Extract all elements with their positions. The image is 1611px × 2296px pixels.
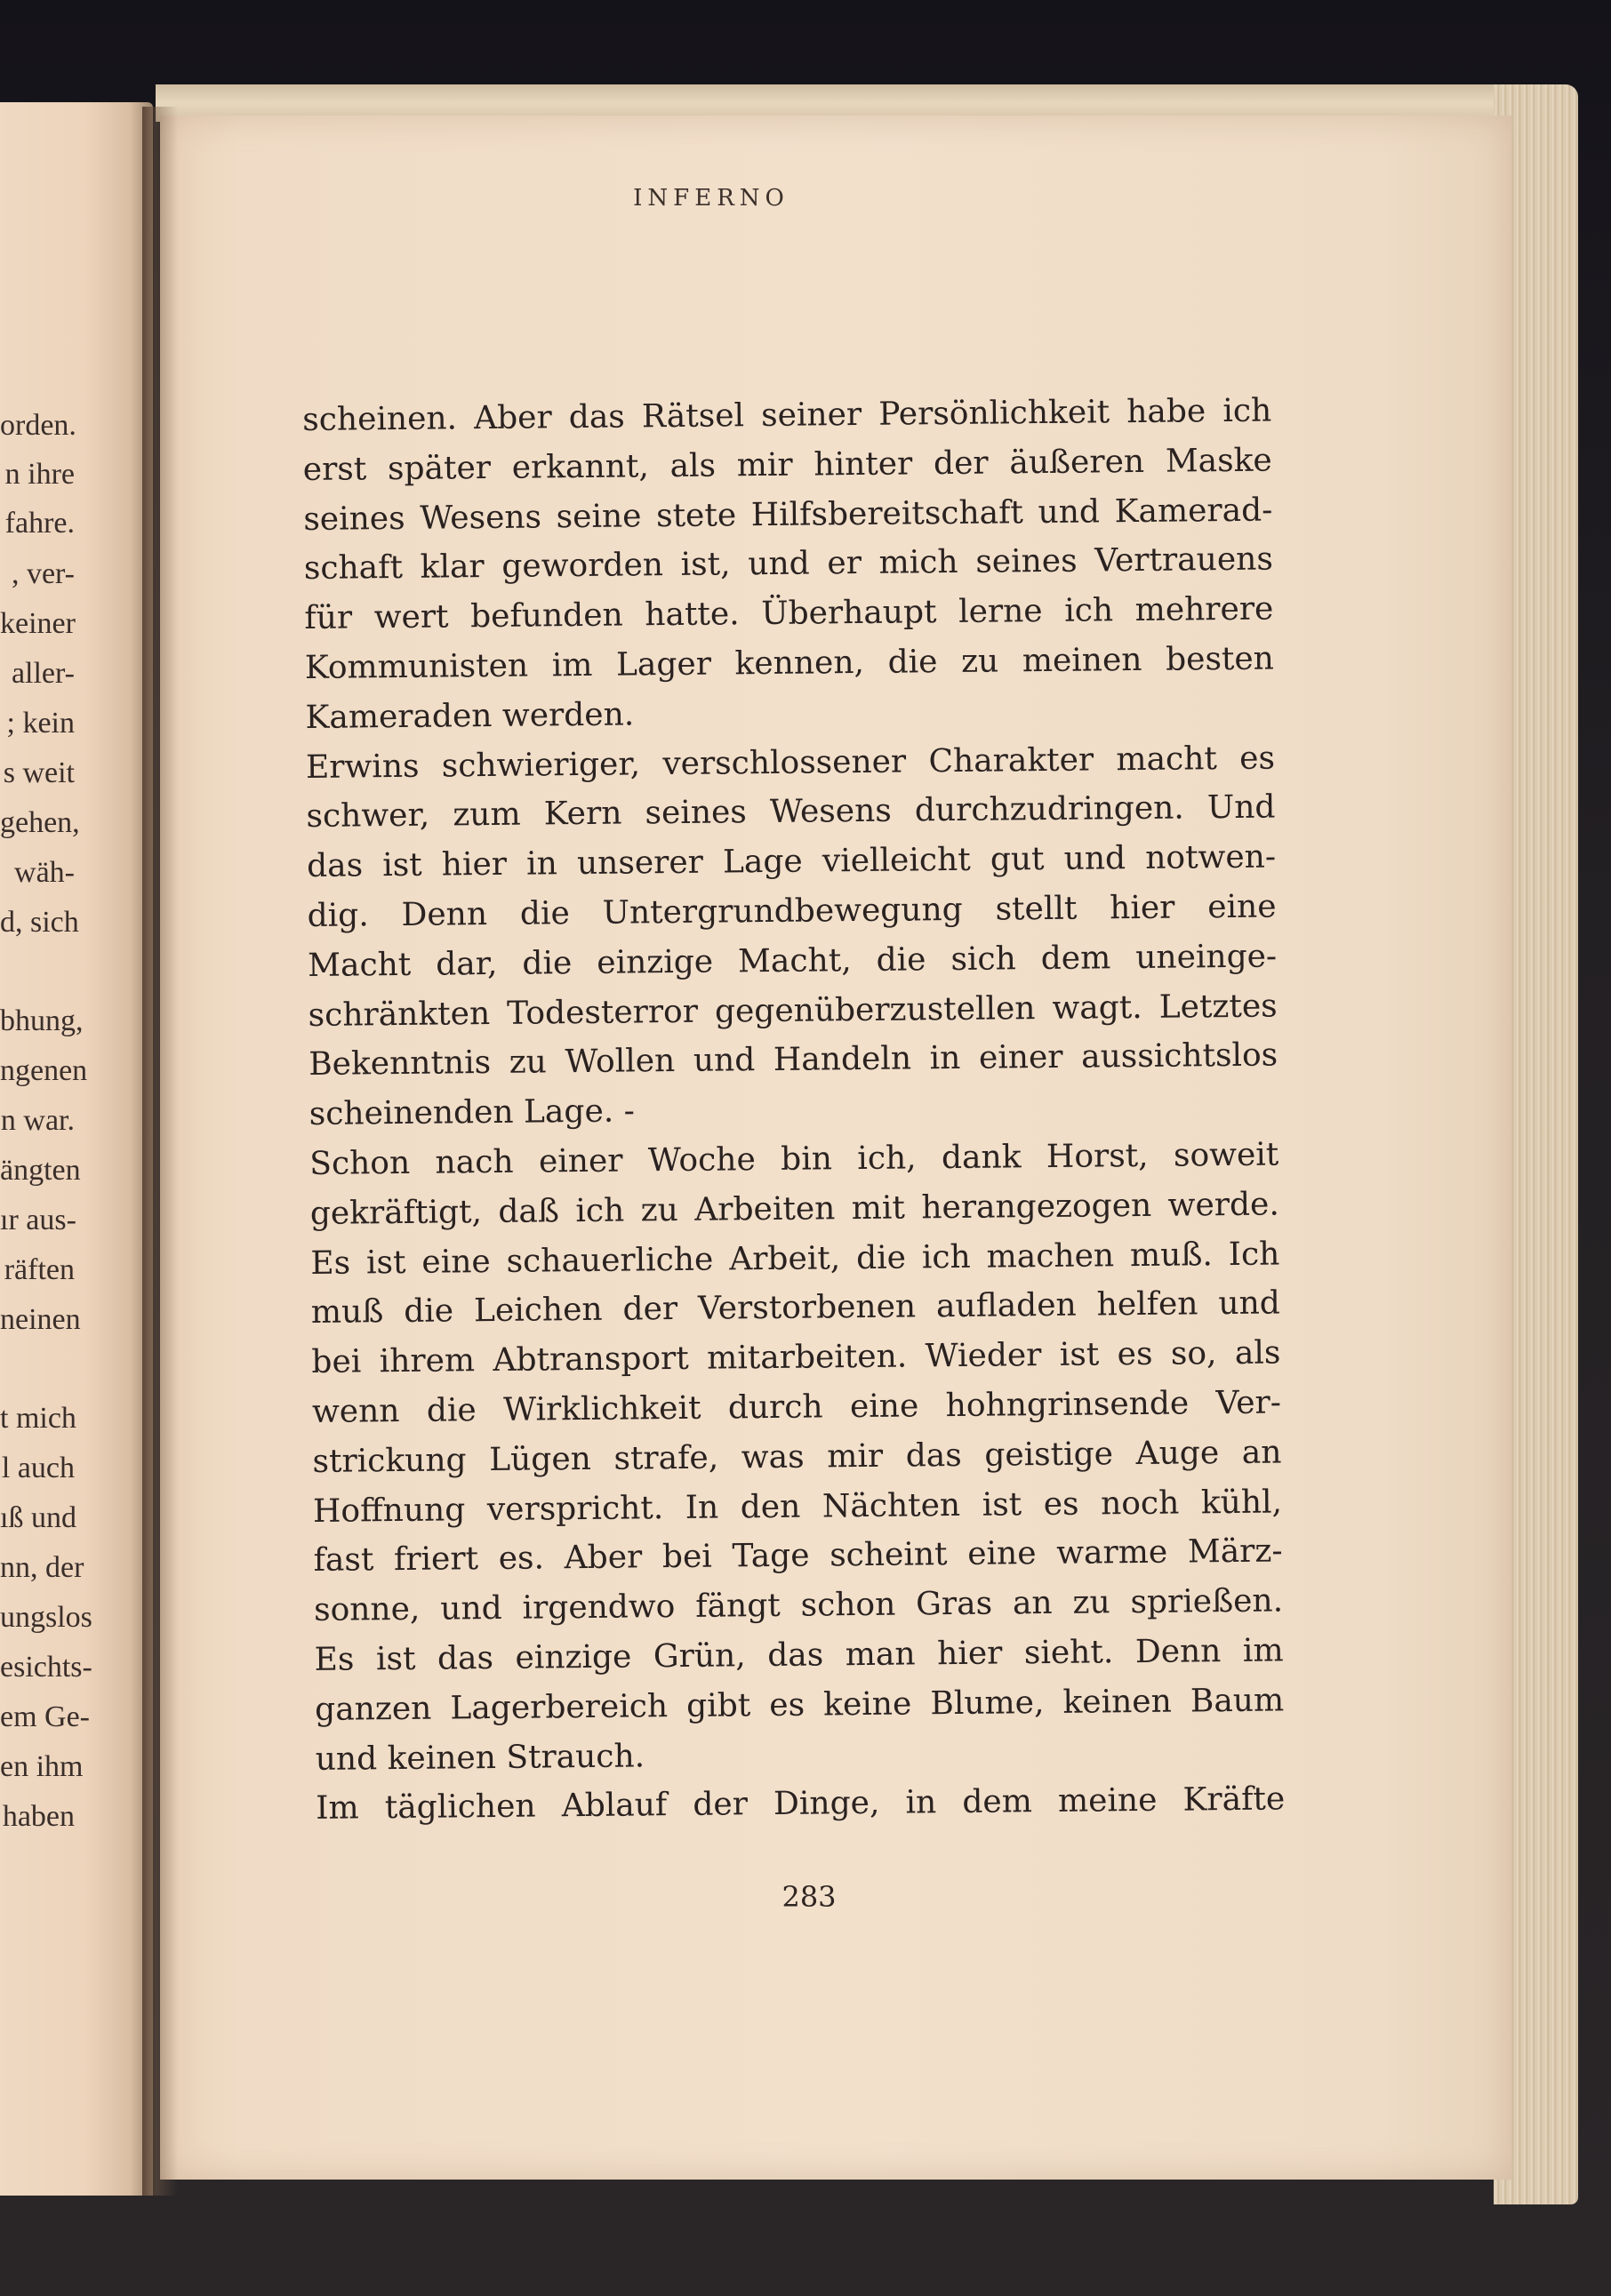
page-number: 283 xyxy=(781,1880,837,1914)
text-line: wenn die Wirklichkeit durch eine hohngrinsende Ver- xyxy=(311,1384,1282,1430)
text-line: Kameraden werden. xyxy=(305,696,635,736)
left-page-fragment: ; kein xyxy=(6,707,75,740)
left-page-fragment: keiner xyxy=(0,607,76,640)
left-page-fragment: ungslos xyxy=(0,1601,92,1634)
left-page-fragment: l auch xyxy=(1,1452,75,1484)
left-page xyxy=(0,102,153,2196)
text-line: Es ist eine schauerliche Arbeit, die ich machen muß. Ich xyxy=(310,1236,1280,1282)
text-line: sonne, und irgendwo fängt schon Gras an zu sprießen. xyxy=(313,1582,1284,1629)
left-page-fragment: ır aus- xyxy=(0,1204,76,1236)
text-line: und keinen Strauch. xyxy=(315,1737,645,1778)
left-page-fragment: fahre. xyxy=(4,507,75,540)
text-line: schaft klar geworden ist, und er mich seines Vertrauens xyxy=(303,540,1274,588)
left-page-fragment: wäh- xyxy=(14,856,75,889)
left-page-fragment: gehen, xyxy=(0,806,80,839)
text-line: Schon nach einer Woche bin ich, dank Horst, soweit xyxy=(309,1136,1279,1182)
left-page-fragment: d, sich xyxy=(0,906,79,939)
left-page-fragment: bhung, xyxy=(0,1004,84,1037)
text-line: strickung Lügen strafe, was mir das geistige Auge an xyxy=(312,1434,1282,1480)
spine-gutter xyxy=(142,107,178,2196)
running-head: INFERNO xyxy=(633,185,789,212)
left-page-fragment: , ver- xyxy=(11,557,75,590)
text-line: erst später erkannt, als mir hinter der äußeren Maske xyxy=(302,442,1272,488)
text-line: Hoffnung verspricht. In den Nächten ist es noch kühl, xyxy=(312,1484,1283,1530)
left-page-fragment: nn, der xyxy=(0,1551,84,1584)
text-line: muß die Leichen der Verstorbenen aufladen helfen und xyxy=(310,1284,1281,1332)
left-page-fragment: n war. xyxy=(0,1104,75,1137)
text-line: bei ihrem Abtransport mitarbeiten. Wieder ist es so, als xyxy=(311,1334,1281,1381)
left-page-fragment: ıß und xyxy=(0,1501,76,1534)
text-line: für wert befunden hatte. Überhaupt lerne ich mehrere xyxy=(304,590,1274,637)
text-line: ganzen Lagerbereich gibt es keine Blume, keinen Baum xyxy=(314,1682,1285,1728)
body-text xyxy=(302,387,1285,1834)
text-line: Bekenntnis zu Wollen und Handeln in einer aussichtslos xyxy=(309,1036,1278,1084)
text-line: Kommunisten im Lager kennen, die zu meinen besten xyxy=(304,640,1275,686)
left-page-fragment: t mich xyxy=(0,1402,76,1435)
text-line: scheinenden Lage. - xyxy=(309,1092,636,1133)
left-page-fragment: s weit xyxy=(3,756,75,789)
text-line: seines Wesens seine stete Hilfsbereitschaft und Kamerad- xyxy=(303,492,1273,538)
text-line: das ist hier in unserer Lage vielleicht gut und notwen- xyxy=(306,838,1277,885)
text-line: Es ist das einzige Grün, das man hier sieht. Denn im xyxy=(314,1632,1284,1678)
left-page-fragment: esichts- xyxy=(0,1651,92,1684)
left-page-fragment: räften xyxy=(4,1253,75,1286)
left-page-fragment: orden. xyxy=(0,409,76,442)
left-page-fragment: haben xyxy=(2,1800,75,1833)
text-line: Macht dar, die einzige Macht, die sich dem uneinge- xyxy=(307,938,1278,984)
left-page-fragment: em Ge- xyxy=(0,1700,91,1733)
text-line: scheinen. Aber das Rätsel seiner Persönlichkeit habe ich xyxy=(302,392,1272,438)
text-line: Im täglichen Ablauf der Dinge, in dem meine Kräfte xyxy=(316,1780,1286,1828)
left-page-fragment: n ihre xyxy=(4,458,75,491)
text-line: schwer, zum Kern seines Wesens durchzudringen. Und xyxy=(306,788,1276,836)
left-page-fragment: en ihm xyxy=(0,1750,84,1783)
text-line: gekräftigt, daß ich zu Arbeiten mit herangezogen werde. xyxy=(309,1186,1279,1232)
text-line: dig. Denn die Untergrundbewegung stellt hier eine xyxy=(307,888,1277,934)
left-page-fragment: neinen xyxy=(0,1303,81,1336)
left-page-fragment: ngenen xyxy=(0,1054,88,1087)
left-page-fragment: ängten xyxy=(0,1154,81,1187)
text-line: fast friert es. Aber bei Tage scheint eine warme März- xyxy=(313,1532,1283,1580)
text-line: Erwins schwieriger, verschlossener Charakter macht es xyxy=(305,740,1276,786)
text-line: schränkten Todesterror gegenüberzustellen wagt. Letztes xyxy=(308,988,1278,1034)
left-page-fragment: aller- xyxy=(11,657,75,690)
